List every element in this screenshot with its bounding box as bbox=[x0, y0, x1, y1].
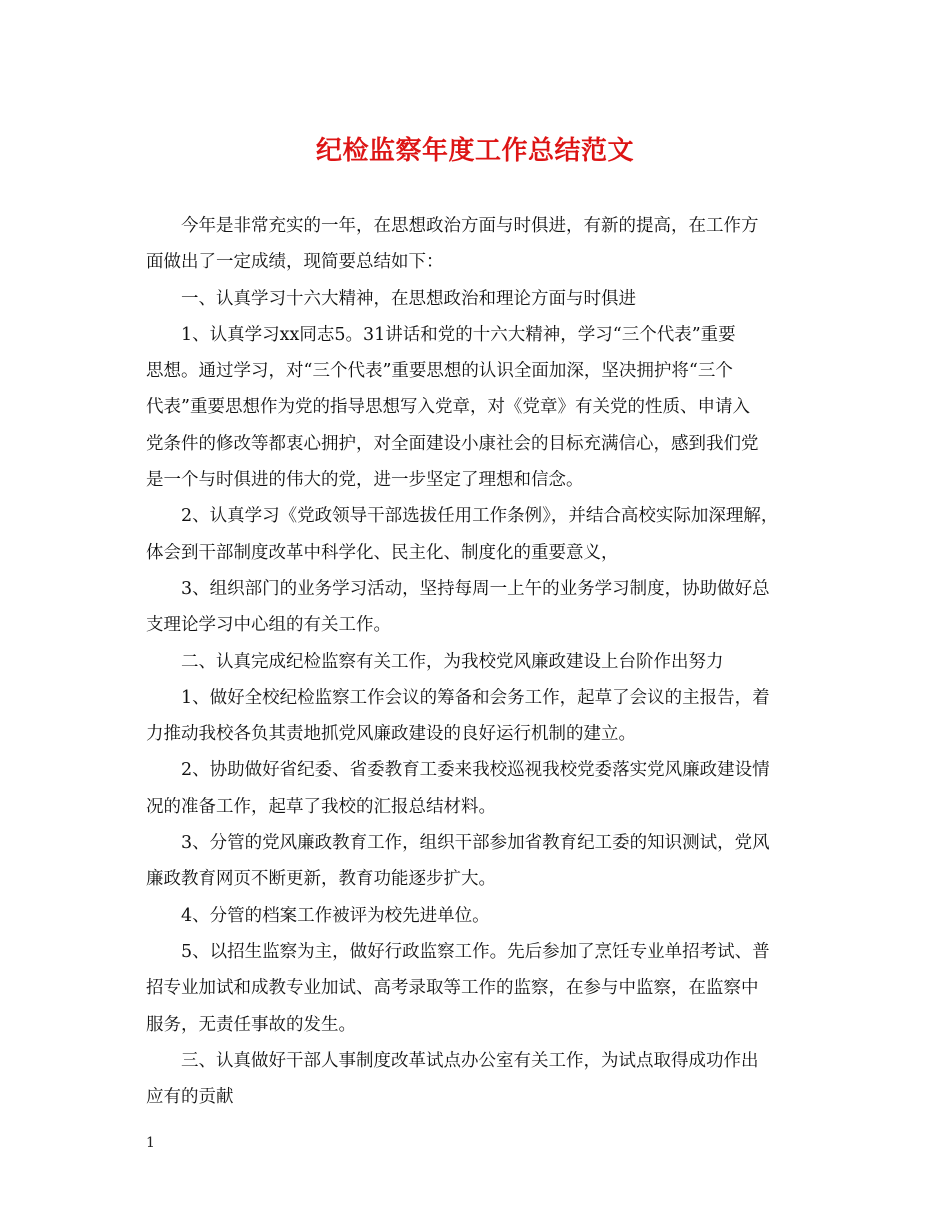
paragraph-line: 2、协助做好省纪委、省委教育工委来我校巡视我校党委落实党风廉政建设情 bbox=[181, 760, 770, 781]
paragraph-line: 5、以招生监察为主，做好行政监察工作。先后参加了烹饪专业单招考试、普 bbox=[181, 941, 770, 962]
paragraph-line: 力推动我校各负其责地抓党风廉政建设的良好运行机制的建立。 bbox=[146, 724, 636, 745]
paragraph-item bbox=[146, 825, 818, 898]
paragraph-line: 体会到干部制度改革中科学化、民主化、制度化的重要意义， bbox=[146, 542, 619, 563]
paragraph-line: 服务，无责任事故的发生。 bbox=[146, 1014, 356, 1035]
paragraph-line: 3、组织部门的业务学习活动，坚持每周一上午的业务学习制度，协助做好总 bbox=[181, 578, 770, 599]
paragraph-item bbox=[146, 898, 818, 934]
paragraph-line: 况的准备工作，起草了我校的汇报总结材料。 bbox=[146, 796, 496, 817]
paragraph-line: 1、做好全校纪检监察工作会议的筹备和会务工作，起草了会议的主报告，着 bbox=[181, 687, 770, 708]
paragraph-line: 今年是非常充实的一年，在思想政治方面与时俱进，有新的提高，在工作方 bbox=[181, 216, 759, 236]
paragraph-item bbox=[146, 752, 818, 825]
paragraph-line: 4、分管的档案工作被评为校先进单位。 bbox=[181, 905, 490, 926]
paragraph-line: 1、认真学习xx同志5。31讲话和党的十六大精神，学习“三个代表”重要 bbox=[181, 324, 736, 345]
paragraph-intro bbox=[146, 208, 818, 281]
page-number: 1 bbox=[146, 1135, 155, 1151]
section-heading-2 bbox=[146, 644, 818, 680]
paragraph-line: 二、认真完成纪检监察有关工作，为我校党风廉政建设上台阶作出努力 bbox=[181, 651, 724, 672]
paragraph-line: 应有的贡献 bbox=[146, 1087, 234, 1108]
paragraph-line: 代表”重要思想作为党的指导思想写入党章，对《党章》有关党的性质、申请入 bbox=[146, 397, 750, 418]
section-heading-3 bbox=[146, 1043, 818, 1116]
paragraph-line: 2、认真学习《党政领导干部选拔任用工作条例》，并结合高校实际加深理解， bbox=[181, 506, 779, 527]
paragraph-line: 廉政教育网页不断更新，教育功能逐步扩大。 bbox=[146, 869, 496, 890]
paragraph-item bbox=[146, 934, 818, 1043]
paragraph-line: 面做出了一定成绩，现简要总结如下： bbox=[146, 252, 444, 273]
paragraph-item bbox=[146, 571, 818, 644]
paragraph-line: 招专业加试和成教专业加试、高考录取等工作的监察，在参与中监察，在监察中 bbox=[146, 978, 759, 999]
paragraph-line: 3、分管的党风廉政教育工作，组织干部参加省教育纪工委的知识测试，党风 bbox=[181, 833, 770, 854]
paragraph-line: 思想。通过学习，对“三个代表”重要思想的认识全面加深，坚决拥护将“三个 bbox=[146, 361, 733, 382]
paragraph-item bbox=[146, 498, 818, 571]
section-heading-1 bbox=[146, 281, 818, 317]
paragraph-item bbox=[146, 317, 818, 498]
paragraph-line: 三、认真做好干部人事制度改革试点办公室有关工作，为试点取得成功作出 bbox=[181, 1050, 759, 1071]
paragraph-line: 是一个与时俱进的伟大的党，进一步坚定了理想和信念。 bbox=[146, 470, 584, 491]
paragraph-line: 一、认真学习十六大精神，在思想政治和理论方面与时俱进 bbox=[181, 288, 636, 309]
document-title: 纪检监察年度工作总结范文 bbox=[315, 136, 634, 166]
paragraph-item bbox=[146, 680, 818, 753]
paragraph-line: 支理论学习中心组的有关工作。 bbox=[146, 615, 391, 636]
document-body bbox=[146, 208, 818, 1115]
paragraph-line: 党条件的修改等都衷心拥护，对全面建设小康社会的目标充满信心，感到我们党 bbox=[146, 433, 759, 454]
